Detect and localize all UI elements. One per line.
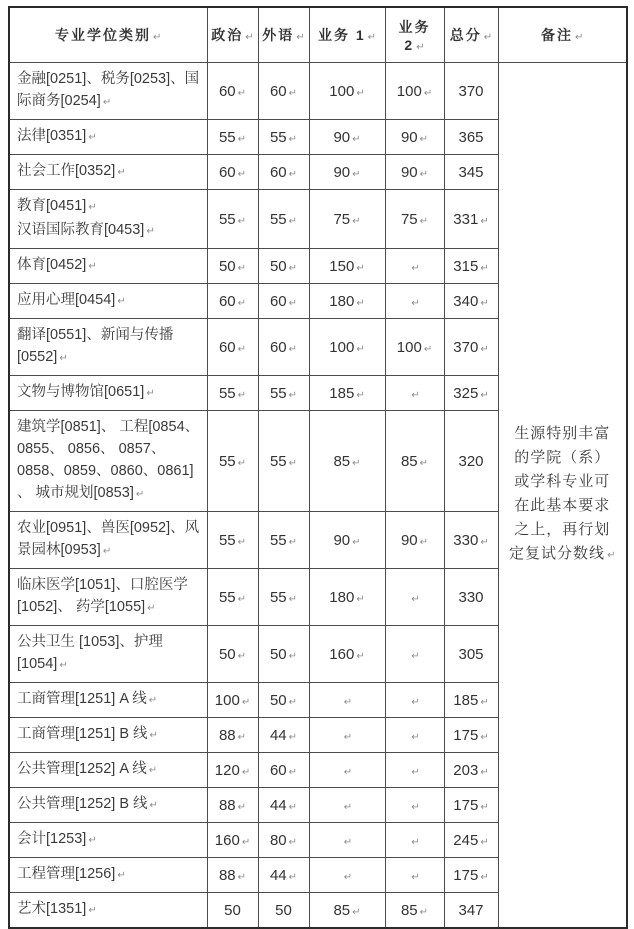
- cell-business2: 100 ↵: [385, 63, 444, 120]
- paragraph-mark: ↵: [352, 215, 361, 227]
- cell-business1: [309, 753, 385, 788]
- cell-business1: 75 ↵: [309, 190, 385, 249]
- paragraph-mark: ↵: [149, 800, 158, 811]
- category-text: 翻译[0551]、新闻与传播[0552] ↵: [17, 327, 174, 365]
- cell-foreign: 60 ↵: [258, 284, 309, 319]
- cell-business2: [385, 753, 444, 788]
- cell-politics: 88 ↵: [207, 858, 258, 893]
- cell-category: [9, 683, 207, 718]
- paragraph-mark: ↵: [237, 457, 247, 469]
- paragraph-mark: ↵: [288, 836, 298, 848]
- paragraph-mark: ↵: [288, 262, 298, 274]
- paragraph-mark: ↵: [356, 593, 365, 605]
- paragraph-mark: ↵: [117, 167, 126, 178]
- cell-total: 175 ↵: [444, 788, 498, 823]
- paragraph-mark: ↵: [288, 536, 298, 548]
- category-text: 工程管理[1256] ↵: [17, 866, 126, 882]
- paragraph-mark: ↵: [241, 766, 251, 778]
- table-row: [9, 63, 627, 120]
- cell-category: [9, 411, 207, 512]
- paragraph-mark: ↵: [237, 593, 247, 605]
- cell-business1: 150 ↵: [309, 249, 385, 284]
- cell-business1: [309, 683, 385, 718]
- cell-business2: [385, 569, 444, 626]
- cell-total: 331 ↵: [444, 190, 498, 249]
- category-text: 农业[0951]、兽医[0952]、风景园林[0953] ↵: [17, 520, 200, 558]
- cell-total: 330 ↵: [444, 512, 498, 569]
- paragraph-mark: ↵: [59, 353, 68, 364]
- cell-foreign: 55 ↵: [258, 512, 309, 569]
- paragraph-mark: ↵: [419, 215, 429, 227]
- category-text: 金融[0251]、税务[0253]、国际商务[0254] ↵: [17, 71, 200, 109]
- cell-category: [9, 753, 207, 788]
- paragraph-mark: ↵: [411, 593, 420, 605]
- paragraph-mark: ↵: [288, 731, 298, 743]
- header-foreign-language: [258, 7, 309, 63]
- cell-total: 370 ↵: [444, 319, 498, 376]
- cell-business2: 90 ↵: [385, 120, 444, 155]
- cell-category: [9, 893, 207, 929]
- paragraph-mark: ↵: [117, 296, 126, 307]
- category-text: 应用心理[0454] ↵: [17, 292, 126, 308]
- paragraph-mark: ↵: [480, 536, 489, 548]
- cell-business2: [385, 683, 444, 718]
- category-text: 公共卫生 [1053]、护理[1054] ↵: [17, 634, 163, 672]
- paragraph-mark: ↵: [480, 836, 489, 848]
- cell-total: 325 ↵: [444, 376, 498, 411]
- cell-total: 365: [444, 120, 498, 155]
- paragraph-mark: ↵: [367, 32, 377, 43]
- cell-business2: [385, 718, 444, 753]
- paragraph-mark: ↵: [296, 32, 305, 43]
- category-text: 艺术[1351] ↵: [17, 901, 97, 917]
- cell-foreign: 55 ↵: [258, 376, 309, 411]
- cell-politics: 55 ↵: [207, 411, 258, 512]
- remark-text: 生源特别丰富的学院（系）或学科专业可在此基本要求之上，再行划定复试分数线: [509, 425, 611, 562]
- cell-politics: 120 ↵: [207, 753, 258, 788]
- paragraph-mark: ↵: [237, 801, 247, 813]
- paragraph-mark: ↵: [356, 343, 365, 355]
- paragraph-mark: ↵: [343, 871, 353, 883]
- paragraph-mark: ↵: [419, 168, 429, 180]
- paragraph-mark: ↵: [411, 650, 420, 662]
- paragraph-mark: ↵: [102, 546, 112, 557]
- paragraph-mark: ↵: [480, 343, 489, 355]
- paragraph-mark: ↵: [343, 696, 353, 708]
- paragraph-mark: ↵: [343, 801, 353, 813]
- cell-foreign: 80 ↵: [258, 823, 309, 858]
- cell-business2: 100 ↵: [385, 319, 444, 376]
- cell-politics: 88 ↵: [207, 718, 258, 753]
- paragraph-mark: ↵: [288, 297, 298, 309]
- paragraph-mark: ↵: [288, 168, 298, 180]
- cell-total: 320: [444, 411, 498, 512]
- header-politics: [207, 7, 258, 63]
- cell-business2: [385, 858, 444, 893]
- cell-foreign: 60 ↵: [258, 63, 309, 120]
- cell-category: [9, 190, 207, 249]
- paragraph-mark: ↵: [88, 261, 97, 272]
- category-text: 公共管理[1252] B 线 ↵: [17, 796, 158, 812]
- header-category: [9, 7, 207, 63]
- cell-politics: 55 ↵: [207, 569, 258, 626]
- paragraph-mark: ↵: [411, 801, 420, 813]
- category-text: 公共管理[1252] A 线 ↵: [17, 761, 158, 777]
- cell-total: 370: [444, 63, 498, 120]
- paragraph-mark: ↵: [237, 87, 247, 99]
- cell-category: [9, 858, 207, 893]
- cell-business1: 100 ↵: [309, 63, 385, 120]
- cell-business1: [309, 823, 385, 858]
- header-business1: [309, 7, 385, 63]
- cell-category: [9, 512, 207, 569]
- paragraph-mark: ↵: [59, 660, 68, 671]
- cell-politics: 55 ↵: [207, 120, 258, 155]
- paragraph-mark: ↵: [411, 696, 420, 708]
- cell-business2: [385, 249, 444, 284]
- paragraph-mark: ↵: [423, 343, 433, 355]
- paragraph-mark: ↵: [288, 87, 298, 99]
- cell-business1: 185 ↵: [309, 376, 385, 411]
- header-total: [444, 7, 498, 63]
- paragraph-mark: ↵: [480, 871, 489, 883]
- paragraph-mark: ↵: [352, 457, 361, 469]
- cell-category: [9, 155, 207, 190]
- cell-business1: 85 ↵: [309, 893, 385, 929]
- cell-business1: 90 ↵: [309, 120, 385, 155]
- cell-business1: [309, 858, 385, 893]
- paragraph-mark: ↵: [288, 457, 298, 469]
- paragraph-mark: ↵: [480, 801, 489, 813]
- cell-politics: 88 ↵: [207, 788, 258, 823]
- paragraph-mark: ↵: [423, 87, 433, 99]
- paragraph-mark: ↵: [352, 133, 361, 145]
- paragraph-mark: ↵: [146, 388, 155, 399]
- header-remark: [498, 7, 627, 63]
- cell-foreign: 50: [258, 893, 309, 929]
- paragraph-mark: ↵: [480, 262, 489, 274]
- cell-politics: 50: [207, 893, 258, 929]
- category-text: 教育[0451] ↵: [17, 198, 97, 214]
- cell-total: 245 ↵: [444, 823, 498, 858]
- cell-politics: 160 ↵: [207, 823, 258, 858]
- paragraph-mark: ↵: [352, 906, 361, 918]
- paragraph-mark: ↵: [356, 389, 365, 401]
- paragraph-mark: ↵: [88, 835, 97, 846]
- category-text: 建筑学[0851]、 工程[0854、 0855、 0856、 0857、0858、0859、0860、0861] 、 城市规划[0853] ↵: [17, 419, 200, 501]
- paragraph-mark: ↵: [411, 262, 420, 274]
- cell-politics: 60 ↵: [207, 155, 258, 190]
- paragraph-mark: ↵: [480, 389, 489, 401]
- paragraph-mark: ↵: [480, 696, 489, 708]
- paragraph-mark: ↵: [356, 650, 365, 662]
- paragraph-mark: ↵: [480, 766, 489, 778]
- paragraph-mark: ↵: [237, 262, 247, 274]
- cell-business2: 85 ↵: [385, 411, 444, 512]
- paragraph-mark: ↵: [419, 536, 429, 548]
- cell-business1: 160 ↵: [309, 626, 385, 683]
- paragraph-mark: ↵: [607, 550, 616, 561]
- paragraph-mark: ↵: [411, 871, 420, 883]
- paragraph-mark: ↵: [241, 836, 251, 848]
- cell-business2: [385, 284, 444, 319]
- paragraph-mark: ↵: [237, 389, 247, 401]
- paragraph-mark: ↵: [237, 215, 247, 227]
- category-text: 汉语国际教育[0453] ↵: [17, 222, 155, 238]
- paragraph-mark: ↵: [356, 262, 365, 274]
- category-text: 社会工作[0352] ↵: [17, 163, 126, 179]
- header-row: [9, 7, 627, 63]
- cell-category: [9, 284, 207, 319]
- cell-business2: [385, 823, 444, 858]
- paragraph-mark: ↵: [356, 87, 365, 99]
- header-category-label: 专业学位类别: [55, 27, 152, 43]
- cell-category: [9, 626, 207, 683]
- paragraph-mark: ↵: [241, 696, 251, 708]
- cell-business2: [385, 626, 444, 683]
- paragraph-mark: ↵: [288, 801, 298, 813]
- paragraph-mark: ↵: [419, 906, 429, 918]
- category-text: 文物与博物馆[0651] ↵: [17, 384, 155, 400]
- paragraph-mark: ↵: [288, 389, 298, 401]
- cell-politics: 50 ↵: [207, 249, 258, 284]
- paragraph-mark: ↵: [245, 32, 254, 43]
- paragraph-mark: ↵: [149, 730, 158, 741]
- paragraph-mark: ↵: [237, 731, 247, 743]
- cell-total: 347: [444, 893, 498, 929]
- paragraph-mark: ↵: [343, 836, 353, 848]
- paragraph-mark: ↵: [411, 836, 420, 848]
- cell-business1: [309, 718, 385, 753]
- cell-foreign: 44 ↵: [258, 858, 309, 893]
- cell-business2: 85 ↵: [385, 893, 444, 929]
- paragraph-mark: ↵: [288, 696, 298, 708]
- cell-foreign: 55 ↵: [258, 120, 309, 155]
- header-business2-label: 业务 2: [398, 19, 431, 53]
- category-text: 临床医学[1051]、口腔医学[1052]、 药学[1055] ↵: [17, 577, 188, 615]
- paragraph-mark: ↵: [352, 536, 361, 548]
- category-text: 体育[0452] ↵: [17, 257, 97, 273]
- paragraph-mark: ↵: [135, 489, 145, 500]
- cell-total: 185 ↵: [444, 683, 498, 718]
- cell-business1: 180 ↵: [309, 284, 385, 319]
- cell-business2: [385, 788, 444, 823]
- cell-total: 340 ↵: [444, 284, 498, 319]
- paragraph-mark: ↵: [288, 650, 298, 662]
- cell-business1: [309, 788, 385, 823]
- cell-foreign: 50 ↵: [258, 249, 309, 284]
- cell-politics: 60 ↵: [207, 319, 258, 376]
- paragraph-mark: ↵: [288, 343, 298, 355]
- cell-category: [9, 788, 207, 823]
- paragraph-mark: ↵: [416, 42, 425, 53]
- cell-total: 330: [444, 569, 498, 626]
- paragraph-mark: ↵: [237, 871, 247, 883]
- cell-business2: 75 ↵: [385, 190, 444, 249]
- cell-business1: 180 ↵: [309, 569, 385, 626]
- cell-foreign: 55 ↵: [258, 569, 309, 626]
- paragraph-mark: ↵: [343, 731, 353, 743]
- cell-foreign: 60 ↵: [258, 753, 309, 788]
- cell-foreign: 60 ↵: [258, 155, 309, 190]
- cell-politics: 60 ↵: [207, 63, 258, 120]
- category-text: 工商管理[1251] B 线 ↵: [17, 726, 158, 742]
- cell-category: [9, 569, 207, 626]
- cell-business1: 90 ↵: [309, 512, 385, 569]
- cell-foreign: 55 ↵: [258, 190, 309, 249]
- category-text: 会计[1253] ↵: [17, 831, 97, 847]
- paragraph-mark: ↵: [480, 297, 489, 309]
- cell-total: 305: [444, 626, 498, 683]
- paragraph-mark: ↵: [419, 133, 429, 145]
- cell-business2: 90 ↵: [385, 155, 444, 190]
- paragraph-mark: ↵: [288, 593, 298, 605]
- paragraph-mark: ↵: [419, 457, 429, 469]
- cell-category: [9, 823, 207, 858]
- paragraph-mark: ↵: [237, 133, 247, 145]
- paragraph-mark: ↵: [147, 603, 156, 614]
- cell-foreign: 44 ↵: [258, 718, 309, 753]
- paragraph-mark: ↵: [88, 202, 97, 213]
- paragraph-mark: ↵: [288, 133, 298, 145]
- cell-foreign: 55 ↵: [258, 411, 309, 512]
- cell-category: [9, 319, 207, 376]
- header-business2: [385, 7, 444, 63]
- cell-business1: 85 ↵: [309, 411, 385, 512]
- cell-business2: 90 ↵: [385, 512, 444, 569]
- paragraph-mark: ↵: [288, 871, 298, 883]
- paragraph-mark: ↵: [343, 766, 353, 778]
- header-politics-label: 政治: [211, 27, 244, 43]
- paragraph-mark: ↵: [575, 32, 584, 43]
- header-foreign-language-label: 外语: [262, 27, 295, 43]
- header-total-label: 总分: [449, 27, 482, 43]
- paragraph-mark: ↵: [237, 297, 247, 309]
- cell-category: [9, 249, 207, 284]
- paragraph-mark: ↵: [288, 766, 298, 778]
- paragraph-mark: ↵: [411, 297, 420, 309]
- paragraph-mark: ↵: [237, 536, 247, 548]
- paragraph-mark: ↵: [237, 168, 247, 180]
- cell-foreign: 50 ↵: [258, 683, 309, 718]
- paragraph-mark: ↵: [148, 765, 158, 776]
- cell-total: 175 ↵: [444, 718, 498, 753]
- category-text: 工商管理[1251] A 线 ↵: [17, 691, 158, 707]
- paragraph-mark: ↵: [411, 731, 420, 743]
- paragraph-mark: ↵: [480, 215, 489, 227]
- cell-total: 203 ↵: [444, 753, 498, 788]
- header-business1-label: 业务 1: [317, 27, 366, 43]
- cell-remark: [498, 63, 627, 929]
- paragraph-mark: ↵: [146, 226, 155, 237]
- paragraph-mark: ↵: [237, 343, 247, 355]
- cell-total: 315 ↵: [444, 249, 498, 284]
- cell-foreign: 50 ↵: [258, 626, 309, 683]
- cell-politics: 55 ↵: [207, 190, 258, 249]
- paragraph-mark: ↵: [288, 215, 298, 227]
- cell-politics: 60 ↵: [207, 284, 258, 319]
- cell-foreign: 60 ↵: [258, 319, 309, 376]
- paragraph-mark: ↵: [117, 870, 126, 881]
- cell-total: 345: [444, 155, 498, 190]
- paragraph-mark: ↵: [88, 905, 97, 916]
- cell-category: [9, 120, 207, 155]
- paragraph-mark: ↵: [352, 168, 361, 180]
- cell-category: [9, 63, 207, 120]
- cell-category: [9, 718, 207, 753]
- cell-politics: 100 ↵: [207, 683, 258, 718]
- cell-total: 175 ↵: [444, 858, 498, 893]
- paragraph-mark: ↵: [88, 132, 97, 143]
- cell-business1: 90 ↵: [309, 155, 385, 190]
- cell-business2: [385, 376, 444, 411]
- paragraph-mark: ↵: [480, 731, 489, 743]
- paragraph-mark: ↵: [153, 32, 162, 43]
- paragraph-mark: ↵: [148, 695, 158, 706]
- category-text: 法律[0351] ↵: [17, 128, 97, 144]
- cell-politics: 55 ↵: [207, 376, 258, 411]
- paragraph-mark: ↵: [356, 297, 365, 309]
- paragraph-mark: ↵: [102, 97, 112, 108]
- paragraph-mark: ↵: [411, 389, 420, 401]
- admission-score-table: [8, 6, 628, 929]
- header-remark-label: 备注: [541, 27, 574, 43]
- cell-foreign: 44 ↵: [258, 788, 309, 823]
- cell-politics: 55 ↵: [207, 512, 258, 569]
- cell-business1: 100 ↵: [309, 319, 385, 376]
- cell-category: [9, 376, 207, 411]
- paragraph-mark: ↵: [483, 32, 493, 43]
- paragraph-mark: ↵: [237, 650, 247, 662]
- paragraph-mark: ↵: [411, 766, 420, 778]
- cell-politics: 50 ↵: [207, 626, 258, 683]
